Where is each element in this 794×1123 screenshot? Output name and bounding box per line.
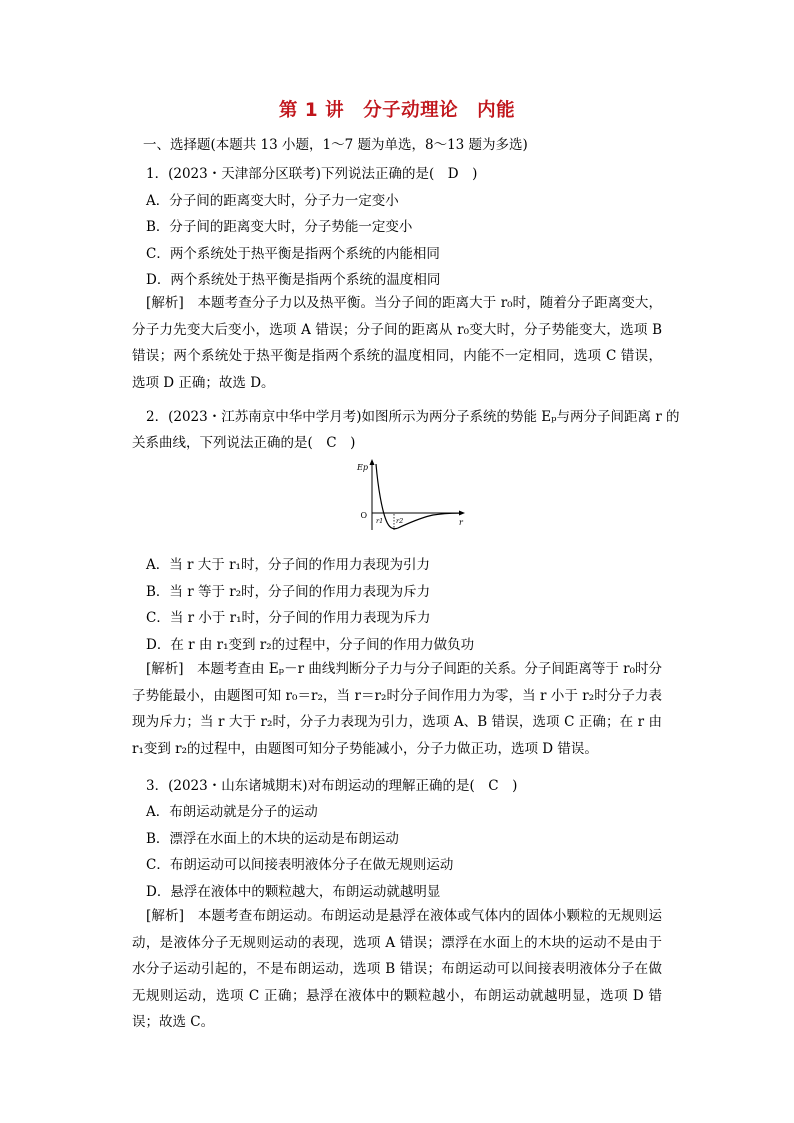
question-1-option-d: D．两个系统处于热平衡是指两个系统的温度相同 <box>146 272 441 288</box>
question-3-analysis: [解析] 本题考查布朗运动。布朗运动是悬浮在液体或气体内的固体小颗粒的无规则运动，是液体分子无规则运动的表现，选项 A 错误；漂浮在水面上的木块的运动不是由于水分子运动引起的，不是布朗运动，选项 B 错误；布朗运动可以间接表明液体分子在做无规则运动，选项 C 正确；悬浮在液体中的颗粒越小，布朗运动就越明显，选项 D 错误；故选 C。 <box>132 908 662 1030</box>
r2-label: r2 <box>396 517 404 525</box>
page-title: 第 1 讲 分子动理论 内能 <box>278 100 516 121</box>
ep-curve <box>376 464 459 529</box>
question-2-stem-line-1: 2．(2023・江苏南京中华中学月考)如图所示为两分子系统的势能 Eₚ与两分子间距离 r 的 <box>146 409 680 425</box>
y-axis-arrow-icon <box>370 459 375 465</box>
question-2-stem-line-2: 关系曲线，下列说法正确的是( C ) <box>132 435 356 451</box>
x-axis-arrow-icon <box>459 511 465 516</box>
potential-energy-curve-figure <box>355 458 475 540</box>
question-2-option-a: A．当 r 大于 r₁时，分子间的作用力表现为引力 <box>146 557 430 573</box>
question-2-option-d: D．在 r 由 r₁变到 r₂的过程中，分子间的作用力做负功 <box>146 637 475 653</box>
question-3-option-d: D．悬浮在液体中的颗粒越大，布朗运动就越明显 <box>146 884 441 900</box>
x-axis-label: r <box>459 518 463 527</box>
question-2-option-b: B．当 r 等于 r₂时，分子间的作用力表现为斥力 <box>146 584 431 600</box>
question-3-option-a: A．布朗运动就是分子的运动 <box>146 804 318 820</box>
question-1-analysis: [解析] 本题考查分子力以及热平衡。当分子间的距离大于 r₀时，随着分子距离变大，分子力先变大后变小，选项 A 错误；分子间的距离从 r₀变大时，分子势能变大，选项 B 错误；两个系统处于热平衡是指两个系统的温度相同，内能不一定相同，选项 C 错误，选项 D 正确；故选 D。 <box>132 295 662 391</box>
question-3-option-c: C．布朗运动可以间接表明液体分子在做无规则运动 <box>146 857 454 873</box>
question-2-option-c: C．当 r 小于 r₁时，分子间的作用力表现为斥力 <box>146 610 431 626</box>
question-1-option-c: C．两个系统处于热平衡是指两个系统的内能相同 <box>146 246 440 262</box>
question-1-option-a: A．分子间的距离变大时，分子力一定变小 <box>146 193 399 209</box>
question-1-stem: 1．(2023・天津部分区联考)下列说法正确的是( D ) <box>146 166 478 182</box>
section-header: 一、选择题(本题共 13 小题，1～7 题为单选，8～13 题为多选) <box>143 137 528 153</box>
origin-label: O <box>360 511 367 520</box>
y-axis-label: Ep <box>357 463 368 472</box>
r1-label: r1 <box>376 517 384 525</box>
question-2-analysis: [解析] 本题考查由 Eₚ－r 曲线判断分子力与分子间距的关系。分子间距离等于 r₀时分子势能最小，由题图可知 r₀＝r₂，当 r＝r₂时分子间作用力为零，当 r 小于 r₂时分子力表现为斥力；当 r 大于 r₂时，分子力表现为引力，选项 A、B 错误，选项 C 正确；在 r 由 r₁变到 r₂的过程中，由题图可知分子势能减小，分子力做正功，选项 D 错误。 <box>132 661 662 757</box>
question-3-option-b: B．漂浮在水面上的木块的运动是布朗运动 <box>146 831 399 847</box>
question-1-option-b: B．分子间的距离变大时，分子势能一定变小 <box>146 219 413 235</box>
question-3-stem: 3．(2023・山东诸城期末)对布朗运动的理解正确的是( C ) <box>146 778 518 794</box>
